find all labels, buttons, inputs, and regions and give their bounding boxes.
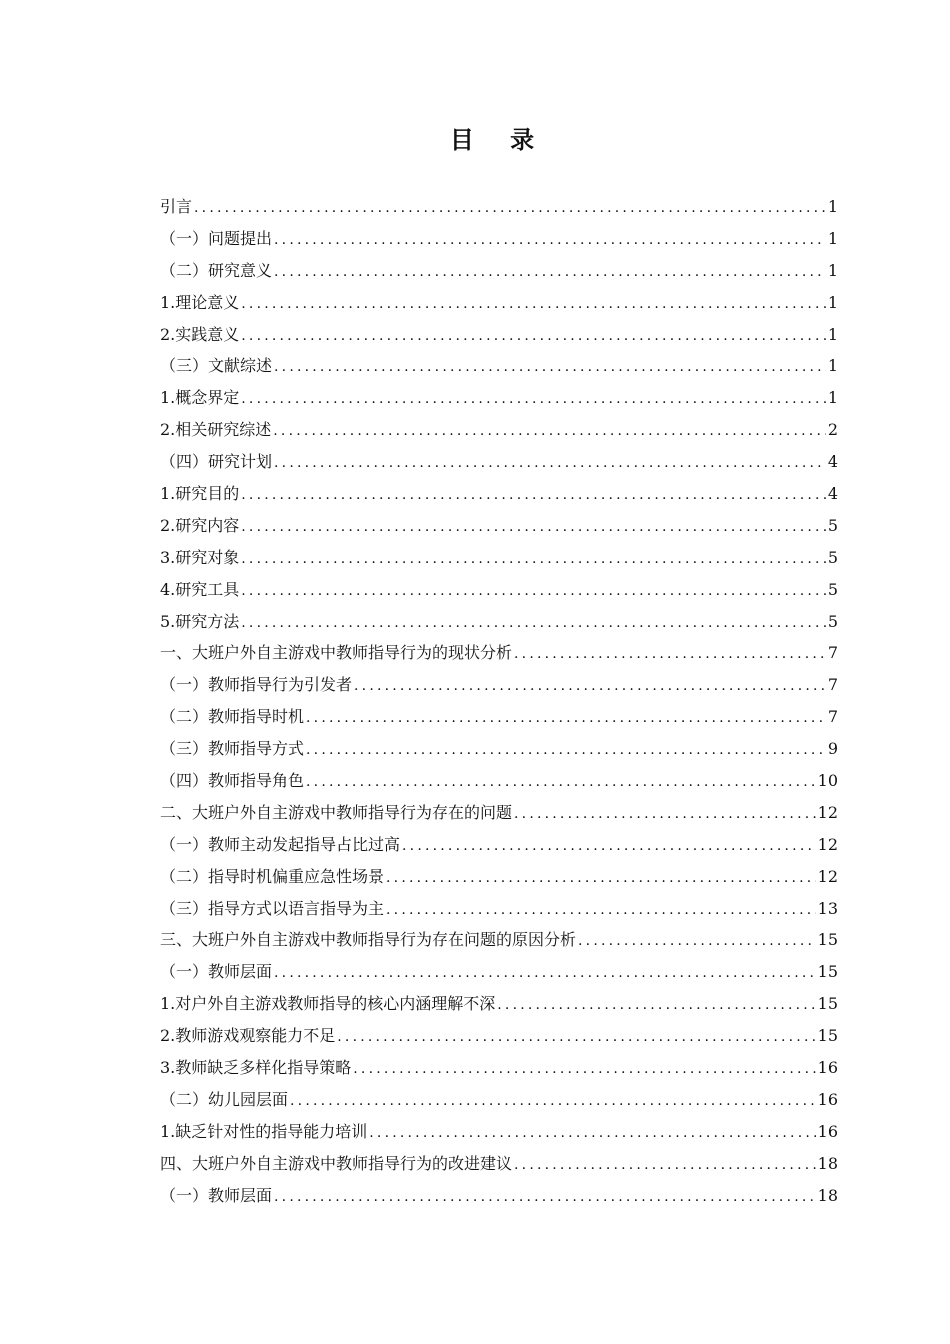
toc-entry-label: （二）指导时机偏重应急性场景 (160, 866, 385, 886)
toc-entry-page-number: 5 (827, 515, 838, 535)
toc-entry-page-number: 18 (817, 1153, 838, 1173)
toc-entry-label: 3.教师缺乏多样化指导策略 (160, 1058, 352, 1078)
toc-entry[interactable] (160, 382, 838, 414)
toc-entry[interactable] (160, 606, 838, 638)
toc-dot-leader (354, 671, 826, 701)
toc-dot-leader (337, 1022, 815, 1052)
toc-dot-leader (241, 576, 826, 606)
toc-entry-page-number: 1 (827, 292, 838, 312)
toc-dot-leader (274, 448, 826, 478)
toc-dot-leader (514, 639, 826, 669)
toc-dot-leader (194, 193, 826, 223)
toc-dot-leader (306, 735, 826, 765)
toc-dot-leader (241, 289, 826, 319)
toc-entry[interactable] (160, 542, 838, 574)
toc-dot-leader (353, 1054, 815, 1084)
toc-entry-page-number: 12 (817, 802, 838, 822)
toc-entry[interactable] (160, 893, 838, 925)
toc-entry-page-number: 1 (827, 324, 838, 344)
toc-entry-label: 一、大班户外自主游戏中教师指导行为的现状分析 (160, 643, 513, 663)
toc-entry-label: （三）指导方式以语言指导为主 (160, 898, 385, 918)
toc-entry[interactable] (160, 478, 838, 510)
toc-dot-leader (274, 958, 816, 988)
toc-entry-label: 5.研究方法 (160, 611, 240, 631)
toc-entry-label: （一）问题提出 (160, 228, 273, 248)
toc-dot-leader (241, 512, 826, 542)
toc-dot-leader (274, 352, 826, 382)
toc-entry[interactable] (160, 1084, 838, 1116)
toc-entry[interactable] (160, 956, 838, 988)
toc-entry-page-number: 5 (827, 611, 838, 631)
toc-entry-page-number: 16 (817, 1089, 838, 1109)
toc-entry-page-number: 4 (827, 484, 838, 504)
toc-dot-leader (241, 480, 826, 510)
toc-dot-leader (273, 416, 826, 446)
toc-entry-page-number: 5 (827, 579, 838, 599)
toc-entry-label: 2.研究内容 (160, 515, 240, 535)
toc-entry[interactable] (160, 1052, 838, 1084)
toc-entry[interactable] (160, 414, 838, 446)
toc-entry-page-number: 15 (817, 1026, 838, 1046)
toc-entry-page-number: 18 (817, 1185, 838, 1205)
toc-entry[interactable] (160, 510, 838, 542)
toc-entry-label: 三、大班户外自主游戏中教师指导行为存在问题的原因分析 (160, 930, 577, 950)
toc-entry-label: 1.对户外自主游戏教师指导的核心内涵理解不深 (160, 994, 496, 1014)
toc-entry-page-number: 1 (827, 388, 838, 408)
toc-entry[interactable] (160, 350, 838, 382)
toc-entry[interactable] (160, 669, 838, 701)
toc-entry[interactable] (160, 701, 838, 733)
toc-entry-label: （一）教师层面 (160, 1185, 273, 1205)
toc-entry-label: （二）研究意义 (160, 260, 273, 280)
toc-entry[interactable] (160, 861, 838, 893)
toc-dot-leader (274, 225, 826, 255)
toc-entry-label: （二）幼儿园层面 (160, 1089, 289, 1109)
toc-entry-label: （三）文献综述 (160, 356, 273, 376)
toc-dot-leader (241, 321, 826, 351)
toc-entry-page-number: 4 (827, 452, 838, 472)
toc-entry[interactable] (160, 446, 838, 478)
toc-entry[interactable] (160, 574, 838, 606)
toc-entry-label: 引言 (160, 197, 193, 216)
toc-entry-label: （三）教师指导方式 (160, 739, 305, 759)
toc-entry-page-number: 7 (827, 675, 838, 695)
toc-entry-label: （一）教师指导行为引发者 (160, 675, 353, 695)
toc-dot-leader (369, 1118, 815, 1148)
toc-dot-leader (274, 1182, 816, 1212)
toc-entry[interactable] (160, 637, 838, 669)
toc-entry[interactable] (160, 765, 838, 797)
toc-entry[interactable] (160, 988, 838, 1020)
toc-entry[interactable] (160, 319, 838, 351)
toc-entry[interactable] (160, 255, 838, 287)
toc-entry-label: 1.缺乏针对性的指导能力培训 (160, 1121, 368, 1141)
toc-entry-label: 4.研究工具 (160, 579, 240, 599)
toc-entry-page-number: 1 (827, 260, 838, 280)
toc-dot-leader (274, 257, 826, 287)
toc-entry[interactable] (160, 1148, 838, 1180)
toc-entry-page-number: 1 (827, 356, 838, 376)
toc-dot-leader (306, 703, 826, 733)
toc-entry-page-number: 15 (817, 962, 838, 982)
toc-entry-page-number: 15 (817, 930, 838, 950)
page-title: 目 录 (449, 126, 549, 154)
toc-entry-page-number: 7 (827, 707, 838, 727)
toc-entry[interactable] (160, 223, 838, 255)
toc-entry-page-number: 16 (817, 1058, 838, 1078)
toc-entry-label: 1.理论意义 (160, 292, 240, 312)
toc-entry[interactable] (160, 1020, 838, 1052)
toc-entry-label: （二）教师指导时机 (160, 707, 305, 727)
toc-entry-label: 2.实践意义 (160, 324, 240, 344)
toc-entry[interactable] (160, 733, 838, 765)
toc-dot-leader (514, 799, 816, 829)
toc-entry[interactable] (160, 1180, 838, 1212)
toc-entry-page-number: 1 (827, 197, 838, 216)
toc-entry[interactable] (160, 287, 838, 319)
toc-entry-page-number: 9 (827, 739, 838, 759)
toc-entry-page-number: 7 (827, 643, 838, 663)
toc-entry[interactable] (160, 191, 838, 223)
toc-entry[interactable] (160, 829, 838, 861)
toc-dot-leader (241, 544, 826, 574)
toc-dot-leader (386, 863, 816, 893)
toc-dot-leader (514, 1150, 816, 1180)
toc-entry-page-number: 10 (817, 771, 838, 791)
toc-dot-leader (578, 926, 816, 956)
toc-dot-leader (241, 384, 826, 414)
toc-entry[interactable] (160, 1116, 838, 1148)
toc-dot-leader (290, 1086, 816, 1116)
toc-entry-page-number: 12 (817, 866, 838, 886)
toc-entry-label: 二、大班户外自主游戏中教师指导行为存在的问题 (160, 802, 513, 822)
toc-entry-label: （一）教师层面 (160, 962, 273, 982)
table-of-contents (160, 191, 838, 1212)
toc-dot-leader (497, 990, 815, 1020)
toc-entry[interactable] (160, 797, 838, 829)
toc-entry-page-number: 5 (827, 547, 838, 567)
toc-dot-leader (241, 608, 826, 638)
toc-entry-page-number: 15 (817, 994, 838, 1014)
toc-dot-leader (386, 895, 816, 925)
toc-entry-page-number: 12 (817, 834, 838, 854)
toc-entry-page-number: 1 (827, 228, 838, 248)
toc-entry-label: 3.研究对象 (160, 547, 240, 567)
toc-dot-leader (402, 831, 816, 861)
toc-entry-label: 1.研究目的 (160, 484, 240, 504)
toc-dot-leader (306, 767, 816, 797)
toc-entry-label: （四）教师指导角色 (160, 771, 305, 791)
toc-entry-label: （四）研究计划 (160, 452, 273, 472)
toc-entry-page-number: 13 (817, 898, 838, 918)
toc-entry[interactable] (160, 924, 838, 956)
toc-entry-label: 2.教师游戏观察能力不足 (160, 1026, 336, 1046)
toc-entry-label: （一）教师主动发起指导占比过高 (160, 834, 401, 854)
toc-entry-label: 2.相关研究综述 (160, 420, 272, 440)
toc-entry-label: 1.概念界定 (160, 388, 240, 408)
toc-entry-page-number: 16 (817, 1121, 838, 1141)
toc-entry-label: 四、大班户外自主游戏中教师指导行为的改进建议 (160, 1153, 513, 1173)
toc-entry-page-number: 2 (827, 420, 838, 440)
